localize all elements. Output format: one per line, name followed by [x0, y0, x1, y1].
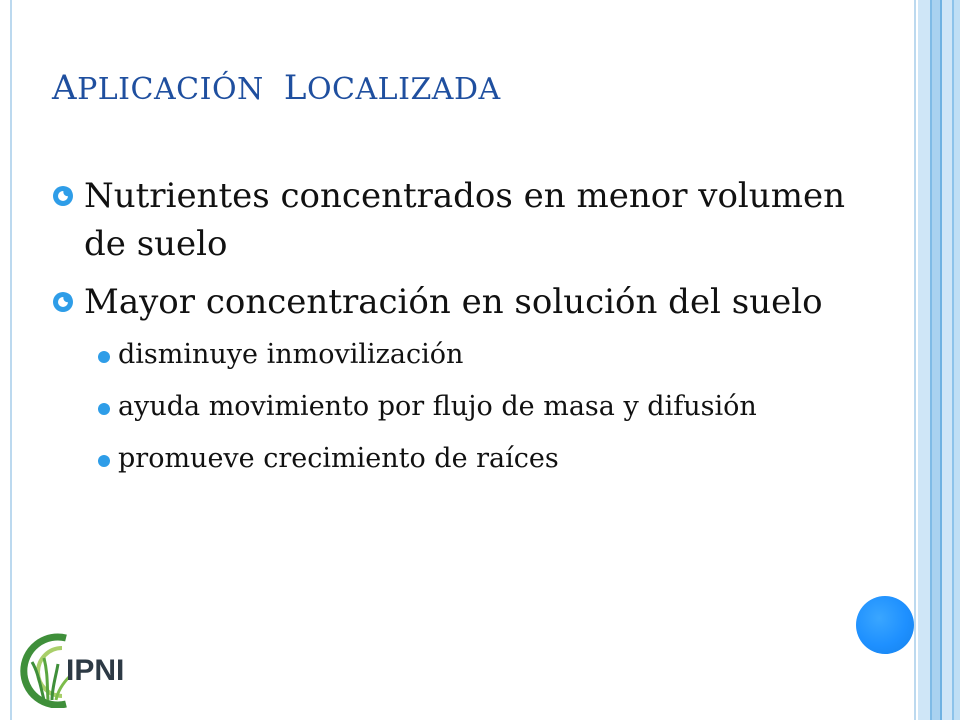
- frame-line-right: [914, 0, 916, 720]
- sub-bullet-list: [52, 336, 872, 478]
- sub-bullet-item: [52, 440, 872, 478]
- title-word: OCALIZADA: [306, 72, 501, 107]
- sub-bullet-item: [52, 388, 872, 426]
- bullet-item: [52, 278, 872, 326]
- dot-bullet-icon: [98, 403, 110, 415]
- ring-bullet-icon: [52, 185, 74, 207]
- bullet-text: Mayor concentración en solución del suelo: [84, 282, 823, 322]
- sub-bullet-text: disminuye inmovilización: [118, 339, 464, 370]
- slide-title: [52, 68, 501, 108]
- logo-text: IPNI: [66, 654, 125, 687]
- decorative-circle: [856, 596, 914, 654]
- title-initial: A: [52, 68, 78, 108]
- frame-line-left: [10, 0, 12, 720]
- sub-bullet-text: ayuda movimiento por flujo de masa y difusión: [118, 391, 757, 422]
- dot-bullet-icon: [98, 351, 110, 363]
- dot-bullet-icon: [98, 455, 110, 467]
- slide-content: [52, 172, 872, 492]
- sub-bullet-item: [52, 336, 872, 374]
- title-initial: L: [283, 68, 307, 108]
- bullet-item: [52, 172, 872, 268]
- decorative-stripes: [918, 0, 960, 720]
- bullet-text: Nutrientes concentrados en menor volumen de suelo: [84, 176, 845, 264]
- ring-bullet-icon: [52, 291, 74, 313]
- title-word: PLICACIÓN: [77, 72, 264, 107]
- sub-bullet-text: promueve crecimiento de raíces: [118, 443, 559, 474]
